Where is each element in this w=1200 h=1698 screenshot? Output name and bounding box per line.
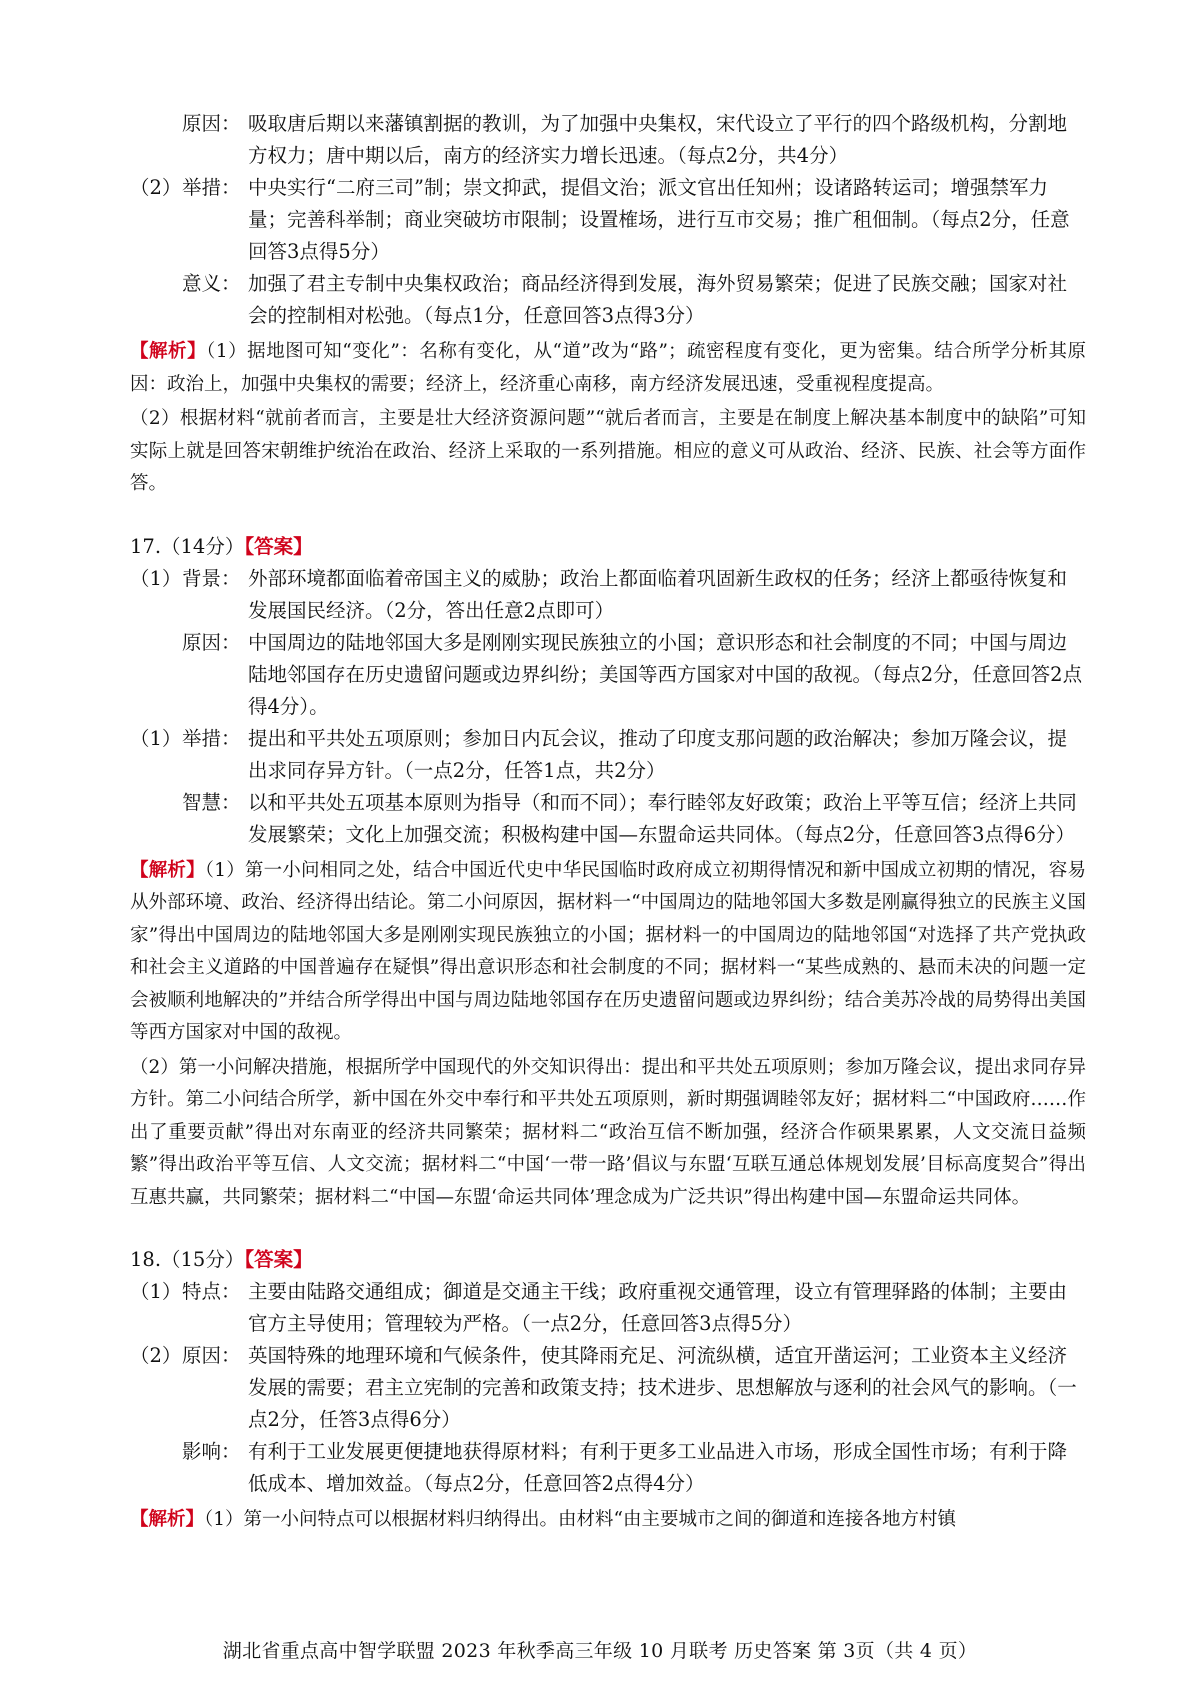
q16-analysis-1-text: （1）据地图可知“变化”：名称有变化，从“道”改为“路”；疏密程度有变化，更为密集。结合所学分析其原因：政治上，加强中央集权的需要；经济上，经济重心南移，南方经济发展迅速，受重视程度提高。 bbox=[130, 341, 1086, 395]
q18-impact-label: 影响： bbox=[182, 1440, 241, 1463]
q17-wisdom-row bbox=[130, 787, 1086, 851]
q17-reason-text: 中国周边的陆地邻国大多是刚刚实现民族独立的小国；意识形态和社会制度的不同；中国与周边陆地邻国存在历史遗留问题或边界纠纷；美国等西方国家对中国的敌视。（每点2分，任意回答2点得4分）。 bbox=[248, 630, 1083, 718]
q16-meaning-row bbox=[130, 268, 1086, 332]
q18-part1-number: （1） bbox=[130, 1280, 182, 1303]
q18-analysis-1-text: （1）第一小问特点可以根据材料归纳得出。由材料“由主要城市之间的御道和连接各地方村镇 bbox=[204, 1509, 956, 1530]
q17-measures-label: 举措： bbox=[182, 726, 241, 750]
q18-feature-label: 特点： bbox=[182, 1280, 241, 1303]
q17-wisdom-text: 以和平共处五项基本原则为指导（和而不同）；奉行睦邻友好政策；政治上平等互信；经济上共同发展繁荣；文化上加强交流；积极构建中国—东盟命运共同体。（每点2分，任意回答3点得6分） bbox=[248, 790, 1077, 846]
q18-analysis-1 bbox=[130, 1504, 1086, 1537]
q16-analysis-2: （2）根据材料“就前者而言，主要是壮大经济资源问题”“就后者而言，主要是在制度上解决基本制度中的缺陷”可知实际上就是回答宋朝维护统治在政治、经济上采取的一系列措施。相应的意义可从政治、经济、民族、社会等方面作答。 bbox=[130, 408, 1086, 494]
q18-reason-label: 原因： bbox=[182, 1344, 241, 1367]
q18-analysis-tag: 【解析】 bbox=[130, 1509, 205, 1530]
q18-impact-text: 有利于工业发展更便捷地获得原材料；有利于更多工业品进入市场，形成全国性市场；有利于降低成本、增加效益。（每点2分，任意回答2点得4分） bbox=[248, 1440, 1068, 1495]
q16-meaning-text: 加强了君主专制中央集权政治；商品经济得到发展，海外贸易繁荣；促进了民族交融；国家对社会的控制相对松弛。（每点1分，任意回答3点得3分） bbox=[248, 272, 1068, 327]
q16-analysis-tag: 【解析】 bbox=[130, 341, 207, 362]
q18-reason-row bbox=[130, 1340, 1086, 1436]
q18-feature-row bbox=[130, 1276, 1086, 1340]
q16-measures-label: 举措： bbox=[182, 176, 241, 199]
q17-part2-number: （1） bbox=[130, 726, 182, 750]
q16-measures-row bbox=[130, 172, 1086, 268]
q17-analysis-tag: 【解析】 bbox=[130, 859, 205, 881]
q17-wisdom-label: 智慧： bbox=[182, 790, 241, 814]
q17-background-row bbox=[130, 563, 1086, 627]
page-footer: 湖北省重点高中智学联盟 2023 年秋季高三年级 10 月联考 历史答案 第 3页（共 4 页） bbox=[222, 1640, 978, 1662]
q16-analysis-1 bbox=[130, 336, 1086, 401]
q17-answer-tag: 【答案】 bbox=[244, 534, 313, 558]
q17-reason-label: 原因： bbox=[182, 630, 241, 654]
q18-heading bbox=[130, 1244, 1086, 1276]
q17-number: 17.（14分） bbox=[130, 534, 245, 558]
q17-analysis-1-text: （1）第一小问相同之处，结合中国近代史中华民国临时政府成立初期得情况和新中国成立初期的情况，容易从外部环境、政治、经济得出结论。第二小问原因，据材料一“中国周边的陆地邻国大多数是刚赢得独立的民族主义国家”得出中国周边的陆地邻国大多是刚刚实现民族独立的小国；据材料一的中国周边的陆地邻国“对选择了共产党执政和社会主义道路的中国普遍存在疑惧”得出意识形态和社会制度的不同；据材料一“某些成熟的、悬而未决的问题一定会被顺利地解决的”并结合所学得出中国与周边陆地邻国存在历史遗留问题或边界纠纷；结合美苏冷战的局势得出美国等西方国家对中国的敌视。 bbox=[130, 859, 1086, 1043]
q17-reason-row bbox=[130, 627, 1086, 723]
q16-reason-row bbox=[130, 108, 1086, 172]
q16-measures-text: 中央实行“二府三司”制；崇文抑武，提倡文治；派文官出任知州；设诸路转运司；增强禁军力量；完善科举制；商业突破坊市限制；设置榷场，进行互市交易；推广租佃制。（每点2分，任意回答3点得5分） bbox=[248, 176, 1070, 263]
q16-reason-text: 吸取唐后期以来藩镇割据的教训，为了加强中央集权，宋代设立了平行的四个路级机构，分割地方权力；唐中期以后，南方的经济实力增长迅速。（每点2分，共4分） bbox=[248, 112, 1068, 167]
q18-part2-number: （2） bbox=[130, 1344, 182, 1367]
q17-measures-text: 提出和平共处五项原则；参加日内瓦会议，推动了印度支那问题的政治解决；参加万隆会议，提出求同存异方针。（一点2分，任答1点，共2分） bbox=[248, 726, 1068, 782]
q16-reason-label: 原因： bbox=[182, 112, 241, 135]
q18-reason-text: 英国特殊的地理环境和气候条件，使其降雨充足、河流纵横，适宜开凿运河；工业资本主义经济发展的需要；君主立宪制的完善和政策支持；技术进步、思想解放与逐利的社会风气的影响。（一点2分，任答3点得6分） bbox=[248, 1344, 1077, 1431]
q16-part2-number: （2） bbox=[130, 176, 182, 199]
q18-impact-row bbox=[130, 1436, 1086, 1500]
q18-feature-text: 主要由陆路交通组成；御道是交通主干线；政府重视交通管理，设立有管理驿路的体制；主要由官方主导使用；管理较为严格。（一点2分，任意回答3点得5分） bbox=[248, 1280, 1068, 1335]
q18-answer-tag: 【答案】 bbox=[244, 1248, 313, 1271]
q16-meaning-label: 意义： bbox=[182, 272, 241, 295]
q17-measures-row bbox=[130, 723, 1086, 787]
q17-part1-number: （1） bbox=[130, 566, 182, 590]
q17-background-label: 背景： bbox=[182, 566, 241, 590]
q17-analysis-2: （2）第一小问解决措施，根据所学中国现代的外交知识得出：提出和平共处五项原则；参加万隆会议，提出求同存异方针。第二小问结合所学，新中国在外交中奉行和平共处五项原则，新时期强调睦邻友好；据材料二“中国政府……作出了重要贡献”得出对东南亚的经济共同繁荣；据材料二“政治互信不断加强，经济合作硕果累累，人文交流日益频繁”得出政治平等互信、人文交流；据材料二“中国‘一带一路’倡议与东盟‘互联互通总体规划发展’目标高度契合”得出互惠共赢，共同繁荣；据材料二“中国—东盟‘命运共同体’理念成为广泛共识”得出构建中国—东盟命运共同体。 bbox=[130, 1056, 1086, 1208]
q17-background-text: 外部环境都面临着帝国主义的威胁；政治上都面临着巩固新生政权的任务；经济上都亟待恢复和发展国民经济。（2分，答出任意2点即可） bbox=[248, 566, 1068, 622]
q17-analysis-1 bbox=[130, 855, 1086, 1050]
q17-heading bbox=[130, 531, 1086, 563]
q18-number: 18.（15分） bbox=[130, 1248, 245, 1271]
answer-content bbox=[130, 108, 1086, 1537]
